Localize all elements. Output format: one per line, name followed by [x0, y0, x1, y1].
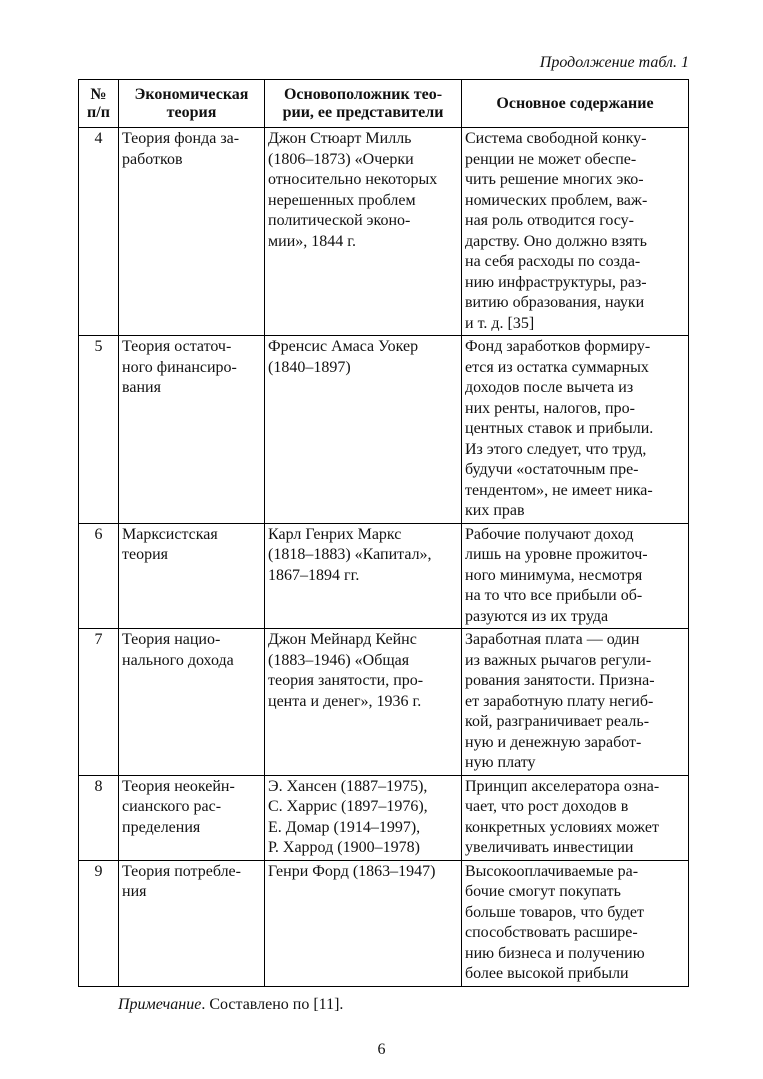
founder-line: Джон Стюарт Милль — [268, 130, 412, 147]
content-line: витию образования, науки — [465, 294, 645, 311]
cell-theory — [119, 336, 265, 524]
content-line: ную плату — [465, 754, 536, 771]
table-row — [79, 775, 689, 860]
theory-line: вания — [122, 379, 161, 396]
cell-content — [462, 775, 689, 860]
theory-line: работков — [122, 150, 183, 168]
row-number: 6 — [79, 523, 119, 629]
cell-founder — [265, 860, 462, 986]
cell-theory — [119, 128, 265, 336]
header-number: № п/п — [79, 80, 119, 128]
row-number: 7 — [79, 629, 119, 776]
header-founder: Основоположник тео- рии, ее представители — [265, 80, 462, 128]
content-line: и т. д. [35] — [465, 314, 535, 332]
founder-line: (1840–1897) — [268, 358, 351, 376]
row-number: 4 — [79, 128, 119, 336]
founder-line: Генри Форд (1863–1947) — [268, 862, 436, 880]
founder-line: политической эконо- — [268, 212, 411, 229]
content-line: бочие смогут покупать — [465, 883, 621, 900]
cell-content — [462, 128, 689, 336]
content-line: Система свободной конку- — [465, 130, 647, 147]
content-line: будучи «остаточным пре- — [465, 461, 639, 478]
cell-founder — [265, 775, 462, 860]
content-line: ких прав — [465, 502, 525, 519]
founder-line: (1883–1946) «Общая — [268, 651, 410, 669]
content-line: Фонд заработков формиру- — [465, 338, 651, 355]
page-number: 6 — [377, 1041, 386, 1058]
theory-line: ного финансиро- — [122, 358, 237, 376]
founder-line: теория занятости, про- — [268, 672, 424, 689]
table-body — [79, 128, 689, 987]
continuation-caption: Продолжение табл. 1 — [539, 54, 689, 71]
content-line: ренции не может обеспе- — [465, 150, 637, 168]
content-line: тендентом», не имеет ника- — [465, 481, 653, 499]
table-note — [118, 996, 343, 1014]
theory-line: сианского рас- — [122, 798, 222, 815]
founder-line: мии», 1844 г. — [268, 232, 357, 250]
content-line: увеличивать инвестиции — [465, 839, 634, 856]
row-number: 8 — [79, 775, 119, 860]
theory-line: теория — [122, 546, 169, 563]
table-row — [79, 523, 689, 629]
header-theory: Экономическая теория — [119, 80, 265, 128]
founder-line: (1818–1883) «Капитал», — [268, 546, 432, 563]
note-text: . Составлено по [11]. — [201, 996, 344, 1013]
content-line: Принцип акселератора озна- — [465, 777, 660, 795]
row-number: 9 — [79, 860, 119, 986]
theory-line: Теория нацио- — [122, 631, 221, 648]
theory-line: пределения — [122, 818, 201, 836]
cell-founder — [265, 523, 462, 629]
content-line: ная роль отводится госу- — [465, 212, 634, 229]
theory-line: Марксистская — [122, 525, 218, 543]
theory-line: Теория неокейн- — [122, 777, 235, 795]
founder-line: Е. Домар (1914–1997), — [268, 818, 421, 836]
content-line: разуются из их труда — [465, 607, 609, 625]
table-row — [79, 860, 689, 986]
cell-founder — [265, 629, 462, 776]
theories-table — [78, 79, 689, 987]
content-line: центных ставок и прибыли. — [465, 420, 654, 437]
cell-content — [462, 336, 689, 524]
founder-line: Карл Генрих Маркс — [268, 525, 402, 543]
theory-line: ния — [122, 883, 147, 900]
founder-line: (1806–1873) «Очерки — [268, 150, 414, 168]
founder-line: Р. Харрод (1900–1978) — [268, 839, 420, 856]
founder-line: Джон Мейнард Кейнс — [268, 631, 417, 648]
content-line: номических проблем, важ- — [465, 191, 648, 209]
cell-theory — [119, 860, 265, 986]
content-line: ет заработную плату негиб- — [465, 692, 654, 710]
content-line: дарству. Оно должно взять — [465, 232, 647, 250]
theory-line: Теория фонда за- — [122, 130, 240, 147]
content-line: чает, что рост доходов в — [465, 798, 629, 815]
founder-line: относительно некоторых — [268, 171, 438, 188]
content-line: лишь на уровне прожиточ- — [465, 546, 648, 563]
table-row — [79, 336, 689, 524]
content-line: кой, разграничивает реаль- — [465, 713, 650, 730]
content-line: рования занятости. Призна- — [465, 672, 655, 689]
table-header-row — [79, 80, 689, 128]
theory-line: Теория потребле- — [122, 862, 241, 880]
content-line: больше товаров, что будет — [465, 903, 644, 921]
content-line: на себя расходы по созда- — [465, 253, 641, 270]
content-line: ется из остатка суммарных — [465, 358, 649, 376]
cell-theory — [119, 523, 265, 629]
table-row — [79, 629, 689, 776]
content-line: более высокой прибыли — [465, 965, 629, 982]
theory-line: нального дохода — [122, 651, 234, 669]
cell-content — [462, 629, 689, 776]
row-number: 5 — [79, 336, 119, 524]
content-line: ного минимума, несмотря — [465, 566, 643, 584]
note-label: Примечание — [118, 996, 202, 1013]
founder-line: Э. Хансен (1887–1975), — [268, 777, 428, 795]
theory-line: Теория остаточ- — [122, 338, 232, 355]
content-line: конкретных условиях может — [465, 818, 659, 836]
founder-line: 1867–1894 гг. — [268, 566, 360, 584]
founder-line: нерешенных проблем — [268, 191, 416, 209]
founder-line: цента и денег», 1936 г. — [268, 692, 422, 710]
cell-theory — [119, 629, 265, 776]
content-line: способствовать расшире- — [465, 924, 638, 941]
cell-content — [462, 860, 689, 986]
cell-founder — [265, 336, 462, 524]
content-line: доходов после вычета из — [465, 379, 634, 396]
founder-line: С. Харрис (1897–1976), — [268, 798, 428, 815]
content-line: Высокооплачиваемые ра- — [465, 862, 639, 880]
content-line: Рабочие получают доход — [465, 525, 634, 543]
content-line: из важных рычагов регули- — [465, 651, 652, 669]
content-line: Заработная плата — один — [465, 631, 640, 648]
content-line: чить решение многих эко- — [465, 171, 644, 188]
content-line: Из этого следует, что труд, — [465, 440, 647, 458]
cell-founder — [265, 128, 462, 336]
header-content: Основное содержание — [462, 80, 689, 128]
content-line: нию бизнеса и получению — [465, 944, 645, 962]
cell-theory — [119, 775, 265, 860]
content-line: них ренты, налогов, про- — [465, 399, 635, 417]
content-line: на то что все прибыли об- — [465, 587, 643, 604]
cell-content — [462, 523, 689, 629]
content-line: нию инфраструктуры, раз- — [465, 273, 647, 291]
founder-line: Френсис Амаса Уокер — [268, 338, 419, 355]
table-row — [79, 128, 689, 336]
content-line: ную и денежную заработ- — [465, 733, 642, 751]
